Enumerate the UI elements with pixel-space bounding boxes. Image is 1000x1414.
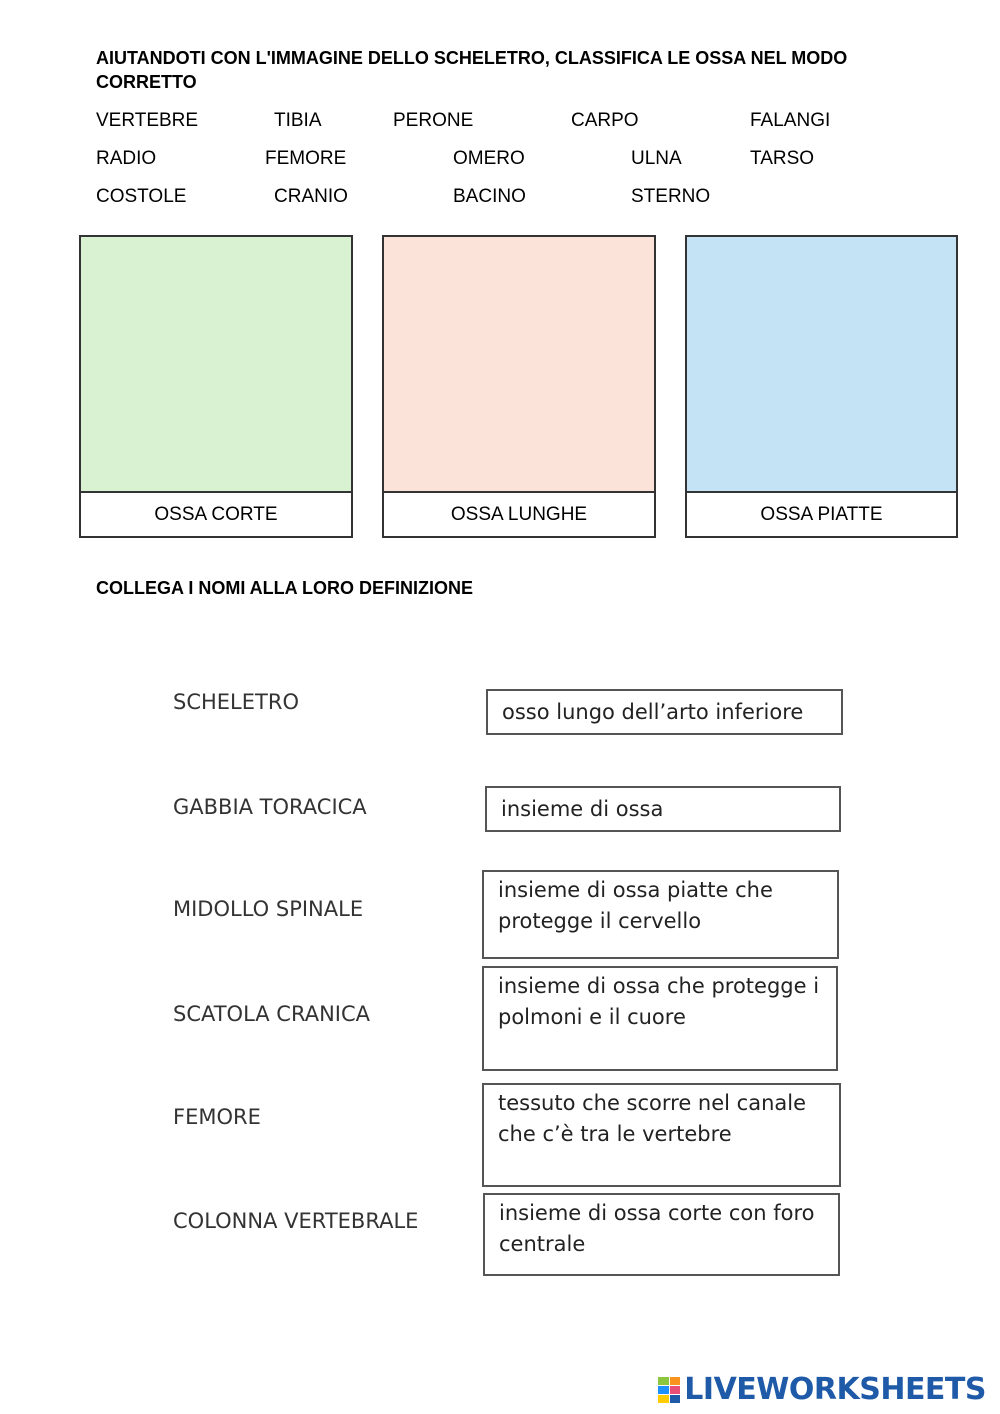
- drop-zone-ossa-corte[interactable]: [79, 235, 353, 493]
- match-instructions: COLLEGA I NOMI ALLA LORO DEFINIZIONE: [96, 578, 473, 598]
- category-label-ossa-piatte: OSSA PIATTE: [685, 491, 958, 538]
- match-term[interactable]: SCATOLA CRANICA: [173, 1002, 371, 1026]
- match-term[interactable]: SCHELETRO: [173, 690, 299, 714]
- bone-word[interactable]: PERONE: [393, 110, 474, 131]
- bone-word[interactable]: VERTEBRE: [96, 110, 199, 131]
- category-label-ossa-corte: OSSA CORTE: [79, 491, 353, 538]
- match-definition[interactable]: insieme di ossa corte con foro centrale: [483, 1193, 840, 1276]
- match-term[interactable]: GABBIA TORACICA: [173, 795, 367, 819]
- bone-word[interactable]: FEMORE: [265, 148, 347, 169]
- bone-word[interactable]: CARPO: [571, 110, 639, 131]
- drop-zone-ossa-piatte[interactable]: [685, 235, 958, 493]
- match-definition[interactable]: insieme di ossa: [485, 786, 841, 832]
- match-term[interactable]: MIDOLLO SPINALE: [173, 897, 364, 921]
- liveworksheets-logo: [658, 1372, 986, 1407]
- bone-word[interactable]: RADIO: [96, 148, 157, 169]
- bone-word[interactable]: TIBIA: [274, 110, 322, 131]
- match-definition[interactable]: tessuto che scorre nel canale che c’è tra le vertebre: [482, 1083, 841, 1187]
- bone-word[interactable]: BACINO: [453, 186, 526, 207]
- bone-word[interactable]: CRANIO: [274, 186, 348, 207]
- liveworksheets-logo-text: LIVEWORKSHEETS: [684, 1372, 986, 1407]
- match-term[interactable]: FEMORE: [173, 1105, 261, 1129]
- match-definition[interactable]: insieme di ossa piatte che protegge il cervello: [482, 870, 839, 959]
- bone-word[interactable]: COSTOLE: [96, 186, 187, 207]
- classify-instructions: AIUTANDOTI CON L'IMMAGINE DELLO SCHELETRO, CLASSIFICA LE OSSA NEL MODO CORRETTO: [96, 48, 848, 92]
- match-term[interactable]: COLONNA VERTEBRALE: [173, 1209, 419, 1233]
- bone-word[interactable]: ULNA: [631, 148, 682, 169]
- match-definition[interactable]: insieme di ossa che protegge i polmoni e il cuore: [482, 966, 838, 1071]
- bone-word[interactable]: OMERO: [453, 148, 525, 169]
- bone-word[interactable]: STERNO: [631, 186, 711, 207]
- drop-zone-ossa-lunghe[interactable]: [382, 235, 656, 493]
- bone-word[interactable]: FALANGI: [750, 110, 831, 131]
- category-label-ossa-lunghe: OSSA LUNGHE: [382, 491, 656, 538]
- match-definition[interactable]: osso lungo dell’arto inferiore: [486, 689, 843, 735]
- bone-word[interactable]: TARSO: [750, 148, 815, 169]
- liveworksheets-logo-icon: [658, 1377, 680, 1403]
